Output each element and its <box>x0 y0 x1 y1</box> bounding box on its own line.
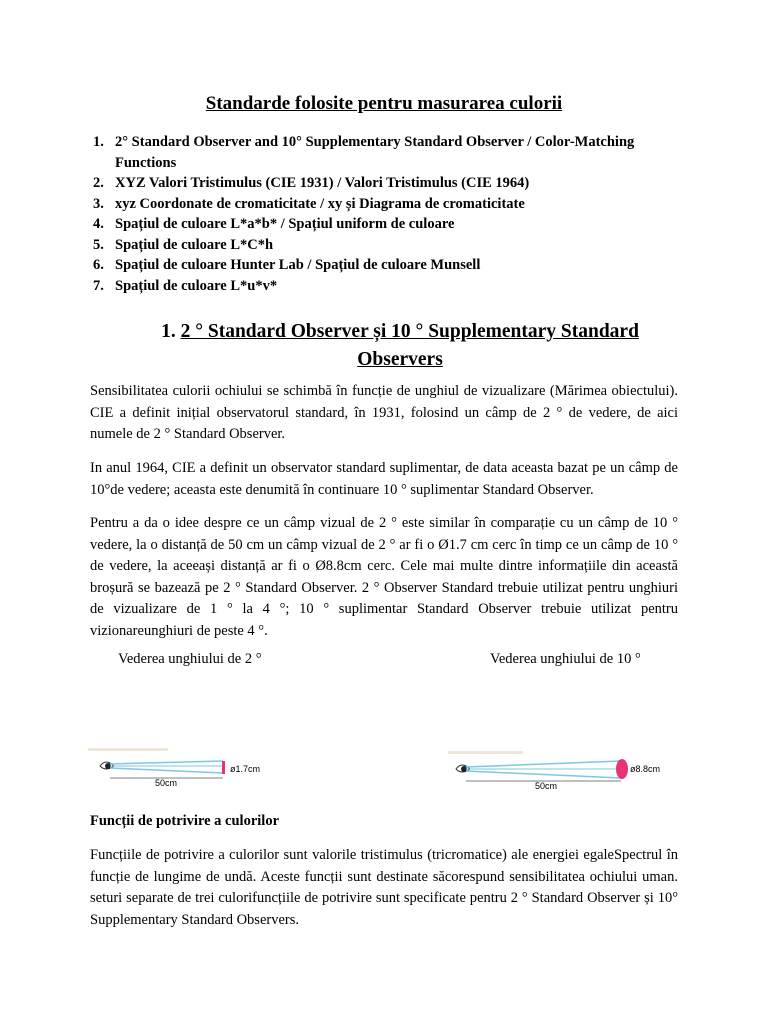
list-item <box>93 194 693 215</box>
list-text: Spațiul de culoare L*a*b* / Spațiul uniform de culoare <box>115 216 455 232</box>
subheading-color-matching: Funcții de potrivire a culorilor <box>90 813 280 829</box>
list-text: Spațiul de culoare Hunter Lab / Spațiul de culoare Munsell <box>115 257 481 273</box>
section-heading <box>120 318 680 374</box>
list-item <box>93 235 693 256</box>
diagram-decor-line <box>88 748 168 751</box>
list-item <box>93 173 693 194</box>
list-number: 2. <box>93 175 104 191</box>
paragraph-1: Sensibilitatea culorii ochiului se schimbă în funcție de unghiul de vizualizare (Mărimea obiectului). CIE a definit inițial observatorul standard, în 1931, folosind un câmp de 2 ° de vedere, de aici numele de 2 ° Standard Observer. <box>90 383 678 442</box>
list-number: 6. <box>93 257 104 273</box>
paragraph-4: Funcțiile de potrivire a culorilor sunt valorile tristimulus (tricromatice) ale energiei egaleSpectrul în funcție de lungime de undă. Aceste funcții sunt destinate săcorespund sensibilitatea ochiului uman. seturi separate de trei culorifuncțiile de potrivire sunt specificate pentru 2 ° Standard Observer și 10° Supplementary Standard Observers. <box>90 847 678 928</box>
caption-2-degree: Vederea unghiului de 2 ° <box>118 651 262 667</box>
list-number: 1. <box>93 134 104 150</box>
list-number: 3. <box>93 195 104 212</box>
diagram-decor-line <box>448 751 523 754</box>
diagram-10-degree <box>448 747 678 795</box>
ray-line <box>466 771 621 778</box>
distance-label: 50cm <box>154 778 178 788</box>
list-number: 7. <box>93 277 104 294</box>
list-item <box>93 214 693 235</box>
list-text: xyz Coordonate de cromaticitate / xy și Diagrama de cromaticitate <box>115 195 525 212</box>
list-item <box>93 132 693 173</box>
caption-10-degree: Vederea unghiului de 10 ° <box>490 651 641 667</box>
contents-list <box>93 132 693 296</box>
section-number: 1. <box>161 321 181 342</box>
target-circle <box>616 759 628 779</box>
list-text: Spațiul de culoare L*u*v* <box>115 277 278 294</box>
distance-label: 50cm <box>534 781 558 791</box>
list-text: 2° Standard Observer and 10° Supplementary Standard Observer / Color-Matching Functions <box>115 134 635 171</box>
paragraph-2: In anul 1964, CIE a definit un observator standard suplimentar, de data aceasta bazat pe un câmp de 10°de vedere; aceasta este denumită în continuare 10 ° suplimentar Standard Observer. <box>90 460 678 498</box>
diagram-2-degree <box>88 744 298 792</box>
list-number: 4. <box>93 216 104 232</box>
target-circle <box>222 761 225 774</box>
ray-line <box>110 768 223 773</box>
list-text: XYZ Valori Tristimulus (CIE 1931) / Valori Tristimulus (CIE 1964) <box>115 175 530 191</box>
section-heading-text: 2 ° Standard Observer și 10 ° Supplementary Standard Observers <box>180 321 639 370</box>
diameter-label: ø1.7cm <box>230 764 261 774</box>
document-title: Standarde folosite pentru masurarea culorii <box>205 93 563 114</box>
list-number: 5. <box>93 236 104 253</box>
ray-line <box>110 761 223 764</box>
paragraph-3: Pentru a da o idee despre ce un câmp vizual de 2 ° este similar în comparație cu un câmp de 10 ° vedere, la o distanță de 50 cm un câmp vizual de 2 ° ar fi o Ø1.7 cm cerc în timp ce un câmp de 10 ° de vedere, la aceeași distanță ar fi o Ø8.8cm cerc. Cele mai multe dintre informațiile din această broșură se bazează pe 2 ° Standard Observer. 2 ° Observer Standard trebuie utilizat pentru unghiuri de vizualizare de 1 ° la 4 °; 10 ° suplimentar Standard Observer trebuie utilizat pentru vizionareunghiuri de peste 4 °. <box>90 515 678 639</box>
ray-line <box>466 761 621 767</box>
list-item <box>93 255 693 276</box>
list-item <box>93 276 693 297</box>
list-text: Spațiul de culoare L*C*h <box>115 236 274 253</box>
diameter-label: ø8.8cm <box>630 764 661 774</box>
